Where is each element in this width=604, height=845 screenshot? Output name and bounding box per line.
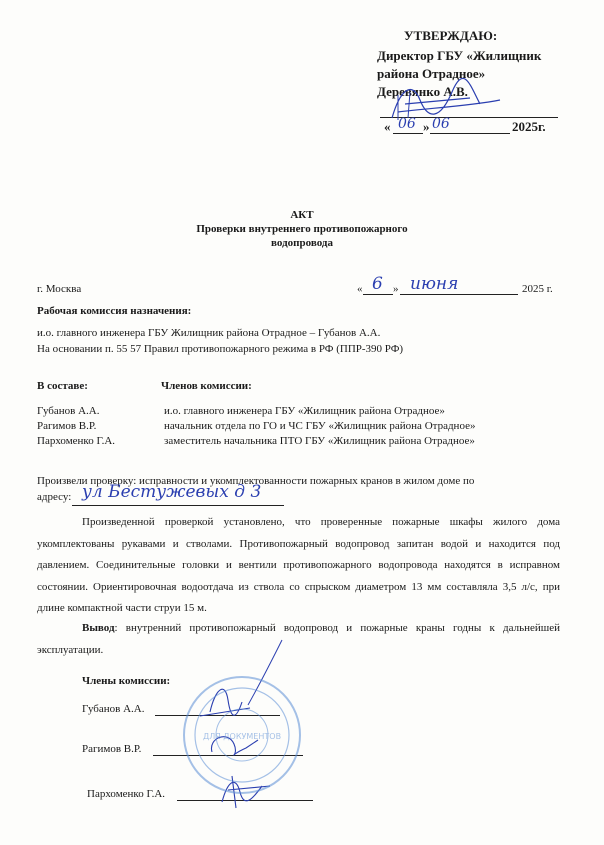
signatures-heading: Члены комиссии: — [82, 675, 171, 687]
approval-date-day: 06 — [398, 116, 416, 132]
doc-date-close: » — [393, 283, 399, 295]
members-label: Членов комиссии: — [161, 380, 252, 392]
signature-name: Губанов А.А. — [82, 703, 145, 715]
composition-label: В составе: — [37, 380, 88, 392]
conclusion-label: Вывод — [82, 622, 115, 634]
approval-date-year: 2025г. — [512, 119, 546, 134]
inspection-paragraph: Произведенной проверкой установлено, что проверенные пожарные шкафы жилого дома укомплектованы рукавами и стволами. Противопожарный водопровод запитан водой и находится под давлением. Соединительные головки и вентили противопожарного водопровода находятся в исправном состоянии. Ориентировочная водоотдача из ствола со спрыском диаметром 13 мм составляла 3,5 л/с, при длине компактной части струи 15 м. — [37, 516, 560, 614]
doc-date-year: 2025 г. — [522, 283, 553, 295]
approval-day-line — [393, 133, 423, 134]
conclusion-paragraph — [37, 618, 560, 661]
signature-line — [153, 755, 303, 756]
commission-line-1: и.о. главного инженера ГБУ Жилищник района Отрадное – Губанов А.А. — [37, 327, 381, 339]
member-role: заместитель начальника ПТО ГБУ «Жилищник района Отрадное» — [164, 435, 475, 447]
doc-day-line — [363, 294, 393, 295]
approval-month-line — [430, 133, 510, 134]
doc-subtitle-1: Проверки внутреннего противопожарного — [196, 223, 408, 235]
approval-date-close: » — [423, 119, 430, 134]
doc-date-day: 6 — [372, 274, 383, 294]
address-label: адресу: — [37, 491, 72, 503]
approval-title: УТВЕРЖДАЮ: — [404, 28, 498, 43]
member-role: начальник отдела по ГО и ЧС ГБУ «Жилищник района Отрадное» — [164, 420, 476, 432]
check-line: Произвели проверку: исправности и укомплектованности пожарных кранов в жилом доме по — [37, 475, 475, 487]
doc-subtitle-2: водопровода — [271, 237, 333, 249]
approval-line-1: Директор ГБУ «Жилищник — [377, 48, 542, 63]
member-role: и.о. главного инженера ГБУ «Жилищник района Отрадное» — [164, 405, 445, 417]
doc-city: г. Москва — [37, 283, 82, 295]
signature-name: Пархоменко Г.А. — [87, 788, 166, 800]
approval-date-month: 06 — [432, 116, 450, 132]
signature-line — [177, 800, 313, 801]
stamp-center-text: ДЛЯ ДОКУМЕНТОВ — [202, 732, 282, 741]
signature-name: Рагимов В.Р. — [82, 743, 142, 755]
approval-date-open: « — [384, 119, 391, 134]
address-handwritten: ул Бестужевых д 3 — [82, 482, 262, 502]
approval-line-3: Деревянко А.В. — [377, 84, 468, 99]
commission-heading: Рабочая комиссия назначения: — [37, 305, 192, 317]
member-name: Пархоменко Г.А. — [37, 435, 116, 447]
conclusion-text: : внутренний противопожарный водопровод и пожарные краны годны к дальнейшей эксплуатации. — [37, 622, 560, 656]
member-name: Губанов А.А. — [37, 405, 100, 417]
member-name: Рагимов В.Р. — [37, 420, 97, 432]
approval-line-2: района Отрадное» — [377, 66, 486, 81]
doc-date-month: июня — [410, 274, 459, 294]
doc-date-open: « — [357, 283, 363, 295]
address-line — [72, 505, 284, 506]
doc-month-line — [400, 294, 518, 295]
doc-title: АКТ — [290, 209, 314, 221]
commission-line-2: На основании п. 55 57 Правил противопожарного режима в РФ (ППР-390 РФ) — [37, 343, 404, 355]
signature-line — [155, 715, 280, 716]
